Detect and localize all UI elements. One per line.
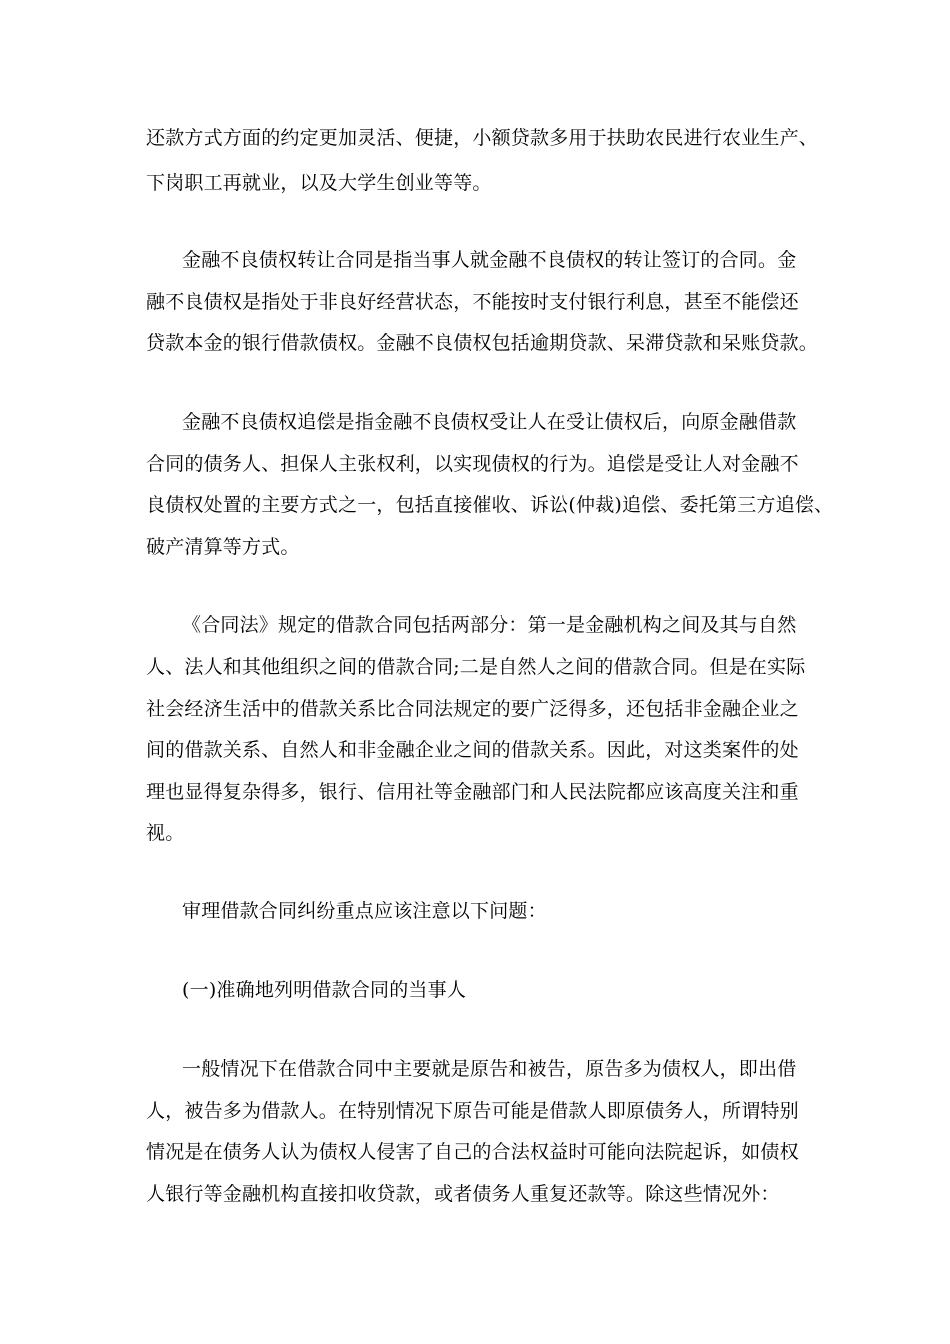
text-line: 合同的债务人、担保人主张权利，以实现债权的行为。追偿是受让人对金融不 — [146, 453, 799, 475]
text-line: 《合同法》规定的借款合同包括两部分：第一是金融机构之间及其与自然 — [182, 614, 797, 636]
text-line: 人银行等金融机构直接扣收贷款，或者债务人重复还款等。除这些情况外： — [146, 1183, 780, 1205]
text-line: 间的借款关系、自然人和非金融企业之间的借款关系。因此，对这类案件的处 — [146, 739, 799, 761]
text-line: 人、法人和其他组织之间的借款合同;二是自然人之间的借款合同。但是在实际 — [146, 656, 806, 678]
text-line: 视。 — [146, 822, 185, 844]
text-line: 理也显得复杂得多，银行、信用社等金融部门和人民法院都应该高度关注和重 — [146, 781, 799, 803]
text-line: 下岗职工再就业，以及大学生创业等等。 — [146, 172, 492, 194]
text-line: 金融不良债权转让合同是指当事人就金融不良债权的转让签订的合同。金 — [182, 249, 797, 271]
text-line: 人，被告多为借款人。在特别情况下原告可能是借款人即原债务人，所谓特别 — [146, 1100, 799, 1122]
text-line: 融不良债权是指处于非良好经营状态，不能按时支付银行利息，甚至不能偿还 — [146, 291, 799, 313]
text-line: 一般情况下在借款合同中主要就是原告和被告，原告多为债权人，即出借 — [182, 1058, 797, 1080]
text-line: 情况是在债务人认为债权人侵害了自己的合法权益时可能向法院起诉，如债权 — [146, 1141, 799, 1163]
text-line: (一)准确地列明借款合同的当事人 — [182, 979, 467, 1001]
text-line: 金融不良债权追偿是指金融不良债权受让人在受让债权后，向原金融借款 — [182, 411, 797, 433]
text-line: 破产清算等方式。 — [146, 536, 300, 558]
text-line: 良债权处置的主要方式之一，包括直接催收、诉讼(仲裁)追偿、委托第三方追偿、 — [146, 494, 834, 516]
text-line: 审理借款合同纠纷重点应该注意以下问题： — [182, 900, 547, 922]
text-line: 社会经济生活中的借款关系比合同法规定的要广泛得多，还包括非金融企业之 — [146, 698, 799, 720]
text-line: 贷款本金的银行借款债权。金融不良债权包括逾期贷款、呆滞贷款和呆账贷款。 — [146, 332, 819, 354]
text-line: 还款方式方面的约定更加灵活、便捷，小额贷款多用于扶助农民进行农业生产、 — [146, 127, 819, 149]
